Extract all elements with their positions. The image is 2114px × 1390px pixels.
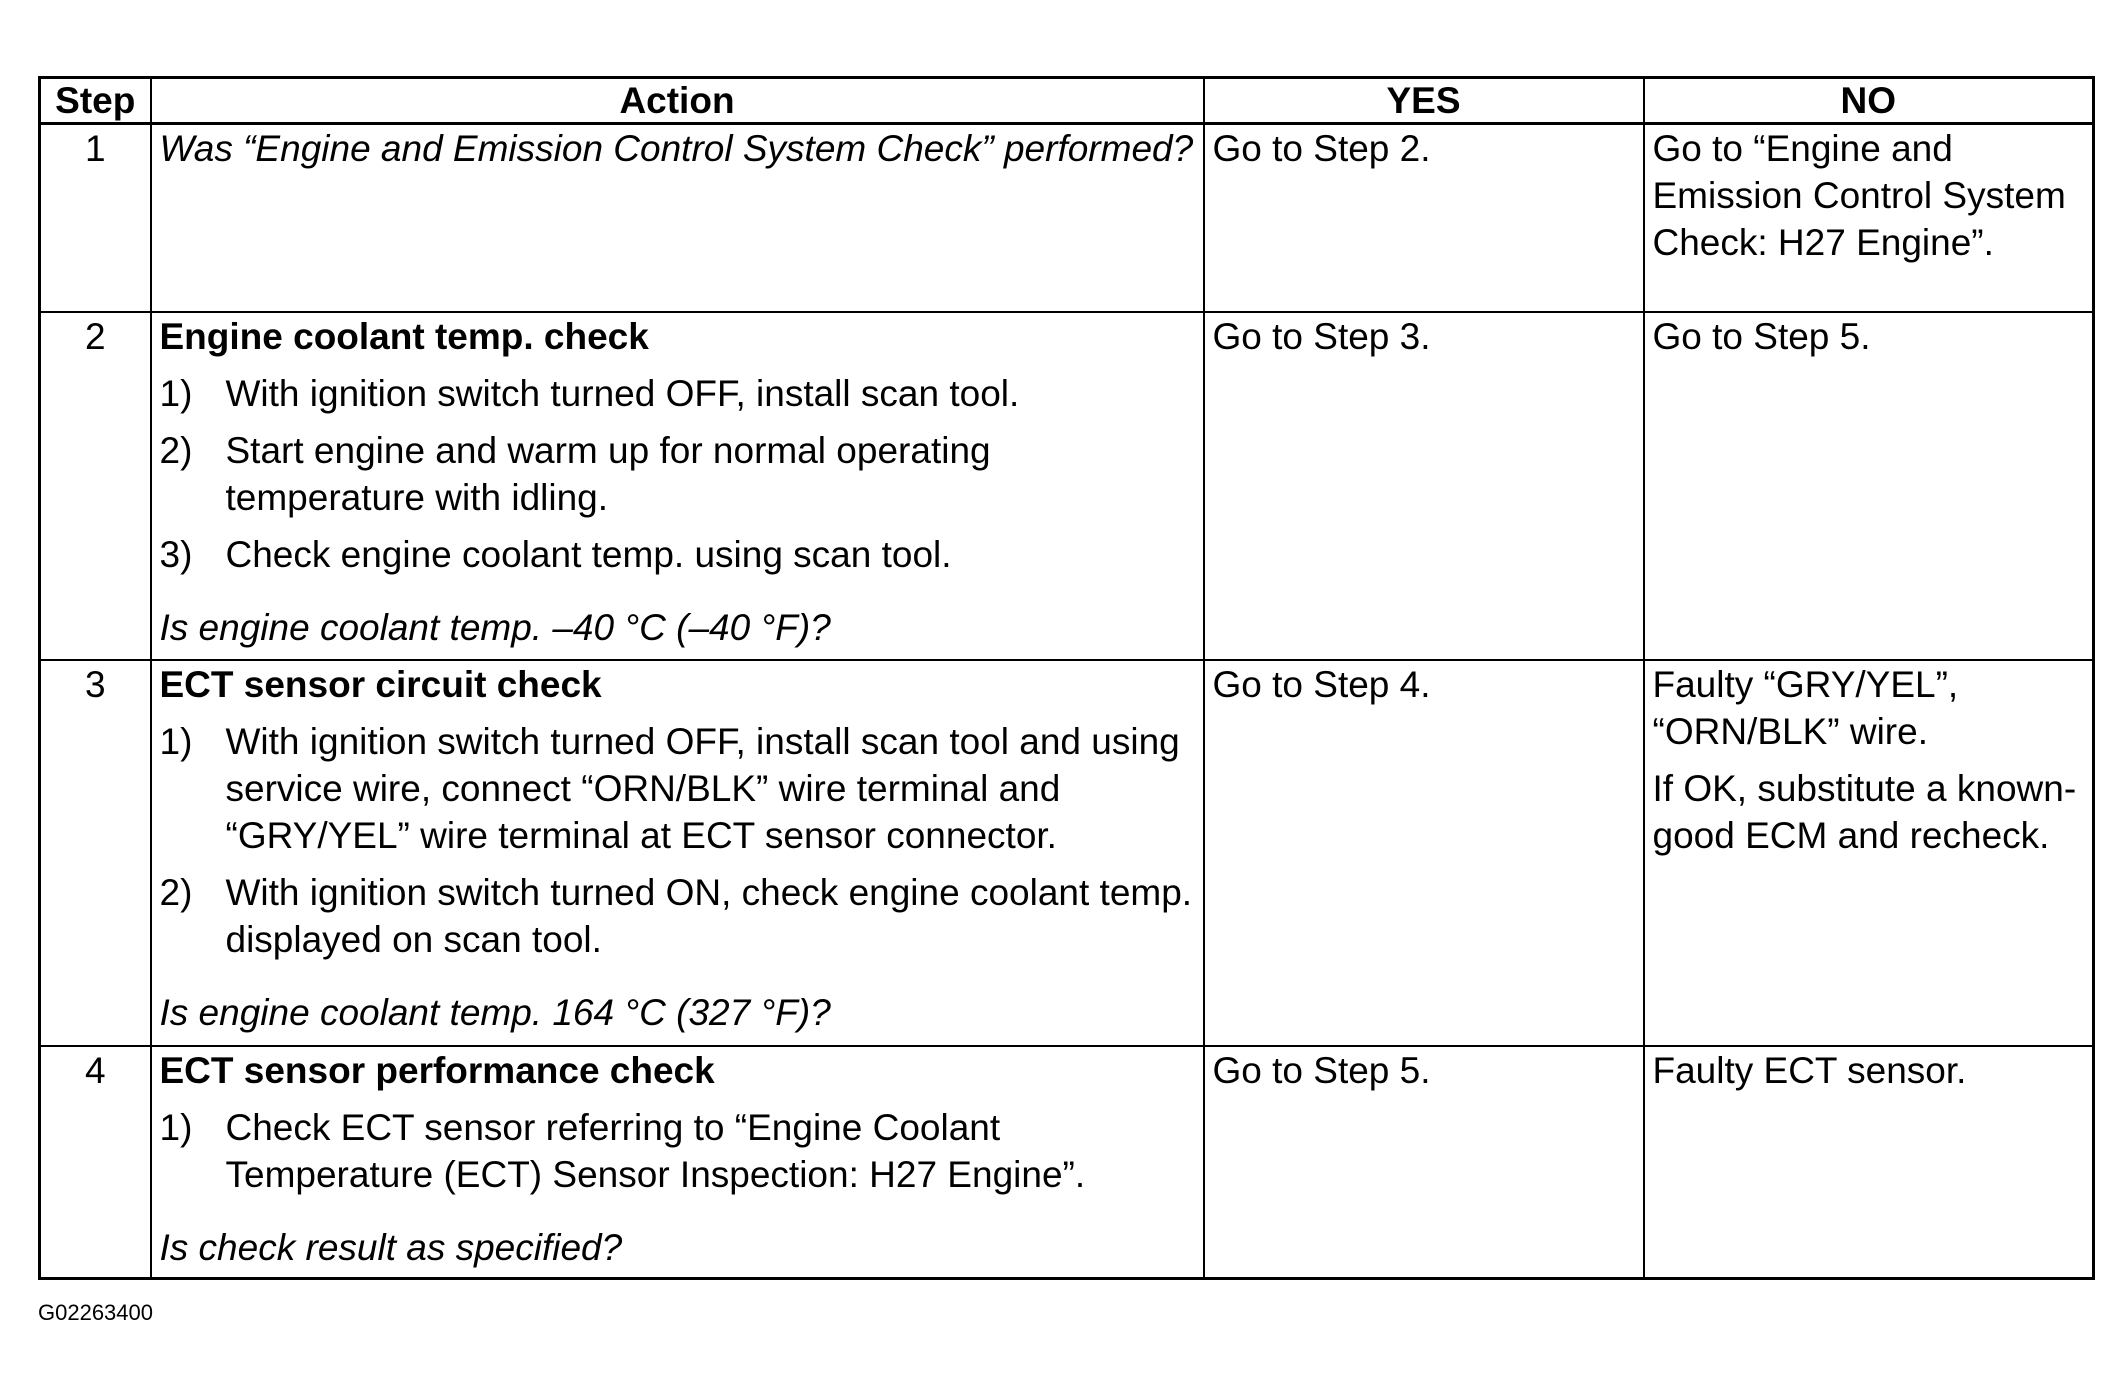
substep-text: Check ECT sensor referring to “Engine Coolant Temperature (ECT) Sensor Inspection: H27 Engine”. — [225, 1107, 1086, 1195]
substep — [160, 531, 1195, 578]
step-question: Was “Engine and Emission Control System Check” performed? — [159, 128, 1194, 169]
no-extra-text: If OK, substitute a known-good ECM and recheck. — [1652, 768, 2077, 856]
step-number: 4 — [40, 1046, 151, 1279]
header-yes: YES — [1204, 78, 1644, 124]
substep-number: 3) — [159, 534, 193, 575]
substep-text: With ignition switch turned OFF, install scan tool. — [225, 373, 1020, 414]
yes-cell: Go to Step 3. — [1204, 312, 1644, 660]
step-title: ECT sensor circuit check — [159, 664, 602, 705]
no-cell: Go to Step 5. — [1644, 312, 2094, 660]
action-cell — [151, 1046, 1204, 1279]
action-cell — [151, 124, 1204, 313]
substep-text: With ignition switch turned OFF, install scan tool and using service wire, connect “ORN/BLK” wire terminal and “GRY/YEL” wire terminal at ECT sensor connector. — [225, 721, 1180, 856]
table-row — [40, 660, 2094, 1046]
substep — [160, 718, 1195, 859]
substep-number: 1) — [159, 1107, 193, 1148]
step-number: 2 — [40, 312, 151, 660]
yes-cell: Go to Step 5. — [1204, 1046, 1644, 1279]
figure-id: G02263400 — [38, 1300, 153, 1325]
header-action: Action — [151, 78, 1204, 124]
step-question: Is check result as specified? — [159, 1227, 623, 1268]
action-cell — [151, 660, 1204, 1046]
substep — [160, 869, 1195, 963]
header-row — [40, 78, 2094, 124]
substep-text: With ignition switch turned ON, check engine coolant temp. displayed on scan tool. — [225, 872, 1193, 960]
yes-cell: Go to Step 2. — [1204, 124, 1644, 313]
step-question: Is engine coolant temp. 164 °C (327 °F)? — [159, 992, 831, 1033]
yes-cell: Go to Step 4. — [1204, 660, 1644, 1046]
no-cell: Go to “Engine and Emission Control System Check: H27 Engine”. — [1644, 124, 2094, 313]
substep — [160, 370, 1195, 417]
substep — [160, 427, 1195, 521]
table-row — [40, 1046, 2094, 1279]
action-cell — [151, 312, 1204, 660]
table-row — [40, 312, 2094, 660]
table-row — [40, 124, 2094, 313]
no-cell: Faulty ECT sensor. — [1644, 1046, 2094, 1279]
header-no: NO — [1644, 78, 2094, 124]
substep-number: 1) — [159, 721, 193, 762]
step-title: Engine coolant temp. check — [159, 316, 649, 357]
no-cell — [1644, 660, 2094, 1046]
no-text: Faulty “GRY/YEL”, “ORN/BLK” wire. — [1652, 664, 1959, 752]
step-number: 3 — [40, 660, 151, 1046]
step-title: ECT sensor performance check — [159, 1050, 715, 1091]
substep-number: 2) — [159, 430, 193, 471]
substep-number: 1) — [159, 373, 193, 414]
substep-text: Check engine coolant temp. using scan tool. — [225, 534, 952, 575]
substep-number: 2) — [159, 872, 193, 913]
diagnostic-table — [38, 76, 2095, 1280]
header-step: Step — [40, 78, 151, 124]
substep-text: Start engine and warm up for normal operating temperature with idling. — [225, 430, 991, 518]
step-number: 1 — [40, 124, 151, 313]
step-question: Is engine coolant temp. –40 °C (–40 °F)? — [159, 607, 831, 648]
substep — [160, 1104, 1195, 1198]
